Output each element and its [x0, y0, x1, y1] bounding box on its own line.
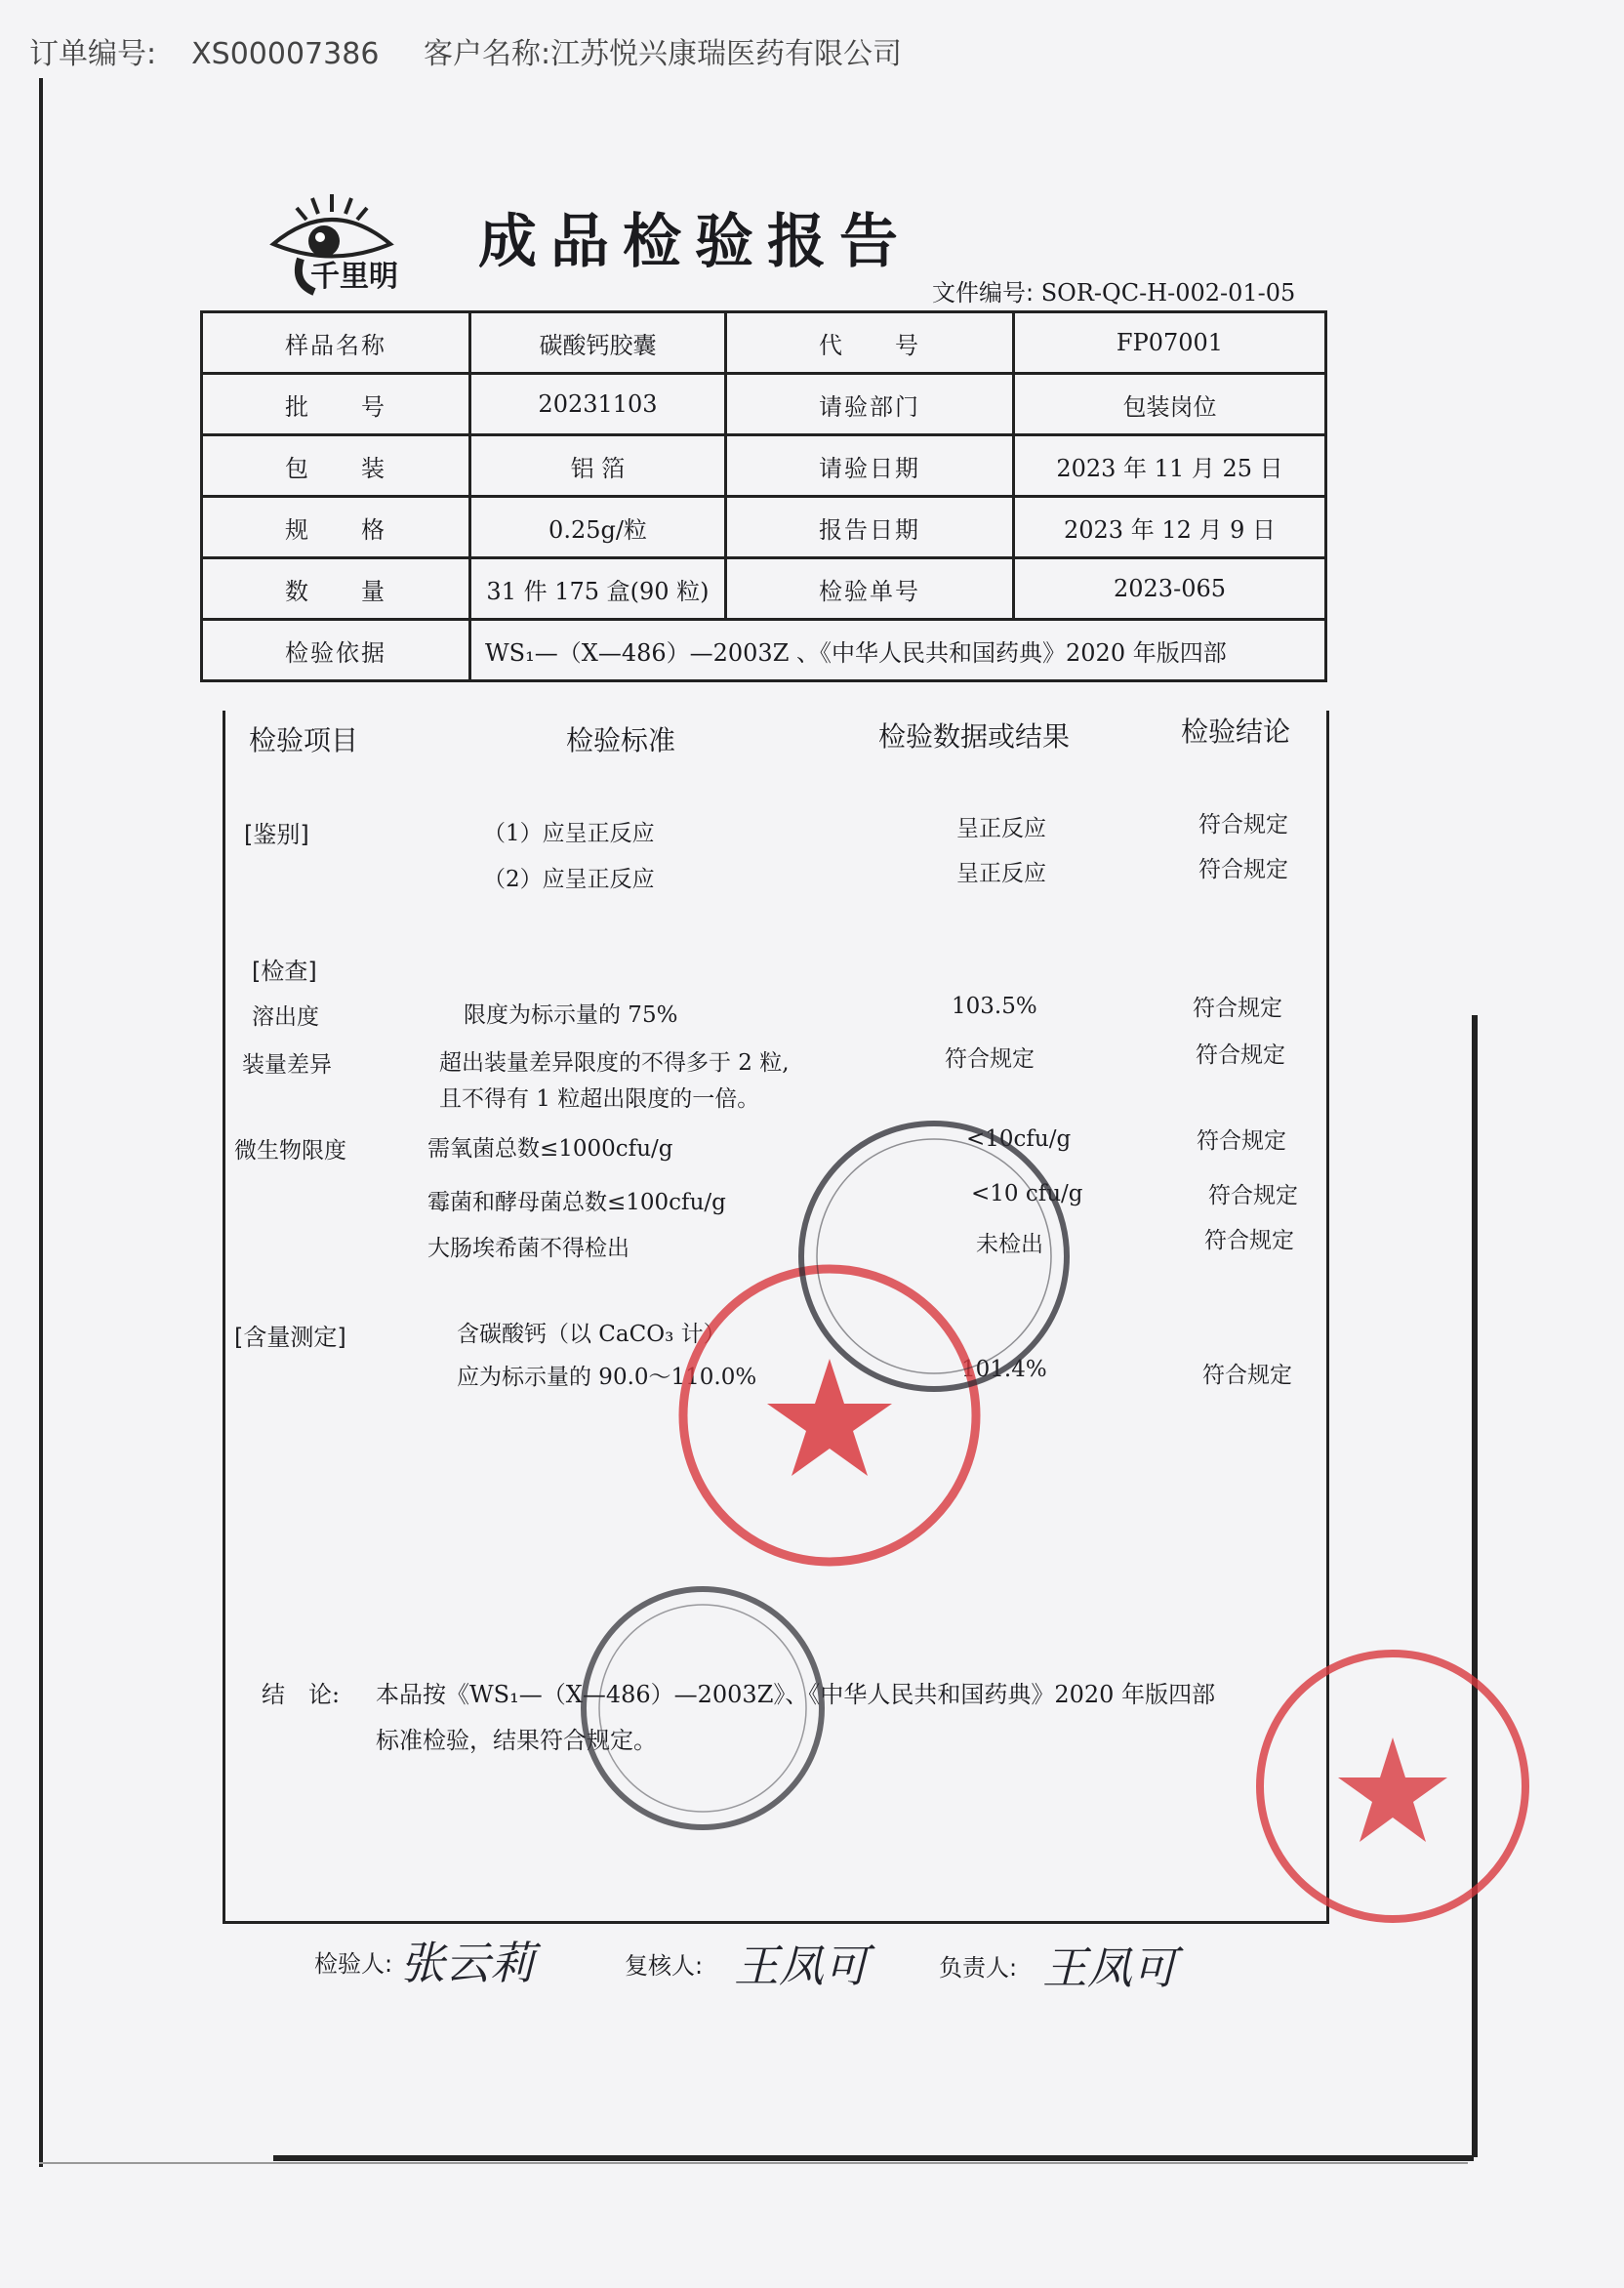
scan-border-left — [39, 78, 43, 2167]
dissolution-result: 103.5% — [952, 994, 1037, 1019]
assay-standard-1: 含碳酸钙（以 CaCO₃ 计） — [457, 1322, 726, 1347]
spec-value: 0.25g/粒 — [470, 497, 726, 558]
scan-border-bottom-thin — [39, 2162, 1468, 2164]
package-value: 铝 箔 — [470, 435, 726, 497]
dept-value: 包装岗位 — [1014, 374, 1326, 435]
conclusion-line-2: 标准检验，结果符合规定。 — [376, 1727, 657, 1754]
scan-border-bottom — [273, 2155, 1474, 2161]
basis-value: WS₁—（X—486）—2003Z 、《中华人民共和国药典》2020 年版四部 — [470, 620, 1326, 681]
micro3-conclusion: 符合规定 — [1204, 1228, 1294, 1253]
basis-label: 检验依据 — [202, 620, 470, 681]
doc-number-label: 文件编号: — [932, 279, 1035, 306]
micro2-result: <10 cfu/g — [971, 1181, 1083, 1206]
assay-result: 101.4% — [961, 1357, 1047, 1382]
micro-item: 微生物限度 — [234, 1138, 346, 1164]
micro2-conclusion: 符合规定 — [1208, 1183, 1298, 1208]
table-row — [202, 620, 1326, 681]
customer-label: 客户名称: — [423, 37, 551, 71]
conclusion-line-1: 本品按《WS₁—（X—486）—2003Z》、《中华人民共和国药典》2020 年版四部 — [376, 1681, 1216, 1708]
micro3-standard: 大肠埃希菌不得检出 — [427, 1236, 629, 1261]
document-number — [932, 273, 1295, 307]
conclusion-label: 结 论: — [262, 1681, 341, 1708]
inspector-label: 检验人: — [314, 1950, 393, 1978]
ident2-standard: （2）应呈正反应 — [483, 867, 655, 892]
fill-standard-1: 超出装量差异限度的不得多于 2 粒, — [439, 1050, 790, 1076]
code-value: FP07001 — [1014, 312, 1326, 374]
fill-standard-2: 且不得有 1 粒超出限度的一倍。 — [439, 1086, 760, 1112]
supervisor-signature: 王凤可 — [1042, 1941, 1177, 1994]
table-row — [202, 497, 1326, 558]
dissolution-item: 溶出度 — [252, 1004, 319, 1030]
spec-label: 规 格 — [202, 497, 470, 558]
reviewer-signature: 王凤可 — [734, 1940, 869, 1992]
batch-value: 20231103 — [470, 374, 726, 435]
table-row — [202, 374, 1326, 435]
info-table — [200, 310, 1327, 682]
micro1-standard: 需氧菌总数≤1000cfu/g — [427, 1136, 673, 1162]
order-label: 订单编号: — [29, 37, 157, 71]
check-section: [检查] — [252, 958, 317, 985]
report-date-value: 2023 年 12 月 9 日 — [1014, 497, 1326, 558]
results-header-data: 检验数据或结果 — [878, 720, 1071, 753]
quantity-value: 31 件 175 盒(90 粒) — [470, 558, 726, 620]
fill-item: 装量差异 — [242, 1052, 332, 1078]
dept-label: 请验部门 — [726, 374, 1014, 435]
assay-section: [含量测定] — [234, 1324, 346, 1351]
code-label: 代 号 — [726, 312, 1014, 374]
package-label: 包 装 — [202, 435, 470, 497]
assay-conclusion: 符合规定 — [1202, 1363, 1292, 1388]
ident2-conclusion: 符合规定 — [1198, 857, 1288, 882]
dissolution-conclusion: 符合规定 — [1193, 996, 1282, 1021]
ident1-conclusion: 符合规定 — [1198, 812, 1288, 838]
sample-name-value: 碳酸钙胶囊 — [470, 312, 726, 374]
red-customer-stamp-icon — [1251, 1645, 1534, 1928]
test-number-value: 2023-065 — [1014, 558, 1326, 620]
table-row — [202, 312, 1326, 374]
black-inspection-stamp-top-icon — [792, 1115, 1076, 1398]
micro3-result: 未检出 — [976, 1232, 1043, 1257]
scan-border-right — [1472, 1015, 1478, 2157]
ident-section: [鉴别] — [244, 821, 309, 848]
results-header-conclusion: 检验结论 — [1181, 715, 1291, 748]
table-row — [202, 558, 1326, 620]
ident1-result: 呈正反应 — [956, 816, 1046, 841]
fill-result: 符合规定 — [945, 1046, 1035, 1072]
report-date-label: 报告日期 — [726, 497, 1014, 558]
fill-conclusion: 符合规定 — [1196, 1042, 1285, 1068]
table-row — [202, 435, 1326, 497]
micro1-conclusion: 符合规定 — [1197, 1128, 1286, 1154]
quantity-label: 数 量 — [202, 558, 470, 620]
order-number: XS00007386 — [191, 37, 380, 71]
ident1-standard: （1）应呈正反应 — [483, 821, 655, 846]
request-date-label: 请验日期 — [726, 435, 1014, 497]
reviewer-label: 复核人: — [625, 1952, 704, 1980]
micro2-standard: 霉菌和酵母菌总数≤100cfu/g — [427, 1190, 726, 1215]
results-header-item: 检验项目 — [249, 724, 359, 756]
batch-label: 批 号 — [202, 374, 470, 435]
page-title: 成品检验报告 — [478, 208, 912, 276]
order-header — [29, 29, 937, 72]
sample-name-label: 样品名称 — [202, 312, 470, 374]
customer-name: 江苏悦兴康瑞医药有限公司 — [550, 37, 903, 71]
black-inspection-stamp-bottom-icon — [576, 1581, 830, 1835]
request-date-value: 2023 年 11 月 25 日 — [1014, 435, 1326, 497]
ident2-result: 呈正反应 — [956, 861, 1046, 886]
supervisor-label: 负责人: — [939, 1954, 1018, 1982]
assay-standard-2: 应为标示量的 90.0～110.0% — [457, 1365, 757, 1390]
test-number-label: 检验单号 — [726, 558, 1014, 620]
inspector-signature: 张云莉 — [400, 1937, 535, 1989]
doc-number-value: SOR-QC-H-002-01-05 — [1040, 279, 1296, 306]
logo-text: 千里明 — [310, 260, 398, 294]
results-header-standard: 检验标准 — [566, 724, 676, 756]
dissolution-standard: 限度为标示量的 75% — [464, 1002, 678, 1028]
micro1-result: <10cfu/g — [966, 1126, 1072, 1152]
